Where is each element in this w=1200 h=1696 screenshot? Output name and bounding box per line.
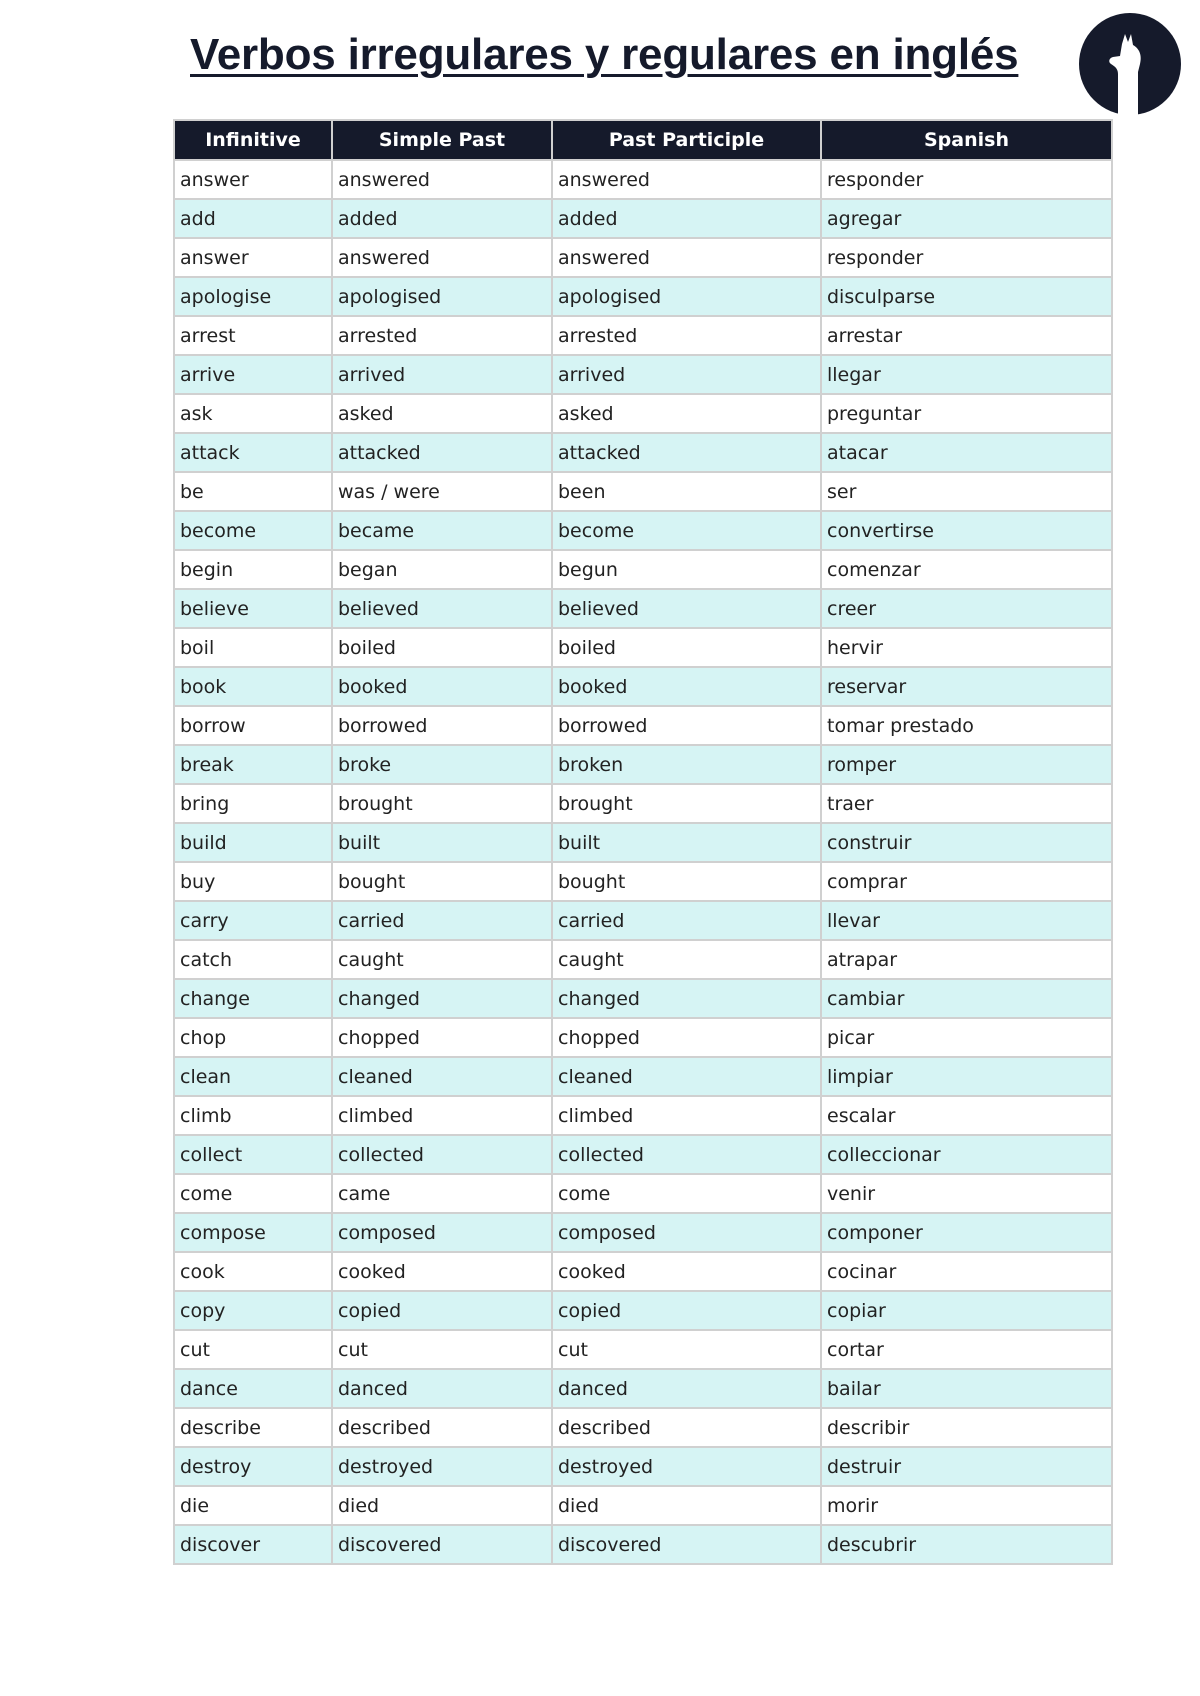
table-row	[174, 1330, 1112, 1369]
cell-spanish: llevar	[821, 901, 1112, 940]
cell-past-participle: cut	[552, 1330, 821, 1369]
table-row	[174, 1018, 1112, 1057]
cell-simple-past: climbed	[332, 1096, 552, 1135]
cell-spanish: creer	[821, 589, 1112, 628]
cell-past-participle: caught	[552, 940, 821, 979]
table-header-row	[174, 120, 1112, 160]
cell-spanish: hervir	[821, 628, 1112, 667]
table-row	[174, 1447, 1112, 1486]
cell-spanish: componer	[821, 1213, 1112, 1252]
header-infinitive: Infinitive	[174, 120, 332, 160]
cell-spanish: venir	[821, 1174, 1112, 1213]
cell-past-participle: apologised	[552, 277, 821, 316]
cell-simple-past: composed	[332, 1213, 552, 1252]
cell-spanish: responder	[821, 160, 1112, 199]
cell-simple-past: died	[332, 1486, 552, 1525]
table-row	[174, 745, 1112, 784]
table-row	[174, 1057, 1112, 1096]
cell-past-participle: built	[552, 823, 821, 862]
cell-infinitive: chop	[174, 1018, 332, 1057]
cell-past-participle: attacked	[552, 433, 821, 472]
cell-simple-past: arrested	[332, 316, 552, 355]
cell-spanish: tomar prestado	[821, 706, 1112, 745]
cell-spanish: ser	[821, 472, 1112, 511]
cell-past-participle: begun	[552, 550, 821, 589]
cell-spanish: describir	[821, 1408, 1112, 1447]
cell-spanish: romper	[821, 745, 1112, 784]
cell-spanish: copiar	[821, 1291, 1112, 1330]
table-row	[174, 1174, 1112, 1213]
cell-infinitive: begin	[174, 550, 332, 589]
cell-spanish: cortar	[821, 1330, 1112, 1369]
cell-past-participle: discovered	[552, 1525, 821, 1564]
cell-simple-past: destroyed	[332, 1447, 552, 1486]
cell-past-participle: carried	[552, 901, 821, 940]
cell-simple-past: collected	[332, 1135, 552, 1174]
cell-simple-past: believed	[332, 589, 552, 628]
table-row	[174, 1096, 1112, 1135]
cell-spanish: limpiar	[821, 1057, 1112, 1096]
cell-past-participle: boiled	[552, 628, 821, 667]
cell-infinitive: dance	[174, 1369, 332, 1408]
cell-spanish: llegar	[821, 355, 1112, 394]
cell-past-participle: believed	[552, 589, 821, 628]
cell-simple-past: became	[332, 511, 552, 550]
cell-infinitive: arrive	[174, 355, 332, 394]
cell-spanish: colleccionar	[821, 1135, 1112, 1174]
table-row	[174, 706, 1112, 745]
cell-simple-past: arrived	[332, 355, 552, 394]
cell-simple-past: was / were	[332, 472, 552, 511]
cell-past-participle: described	[552, 1408, 821, 1447]
cell-infinitive: arrest	[174, 316, 332, 355]
cell-past-participle: been	[552, 472, 821, 511]
cell-spanish: destruir	[821, 1447, 1112, 1486]
cell-infinitive: answer	[174, 160, 332, 199]
cell-past-participle: broken	[552, 745, 821, 784]
cell-spanish: reservar	[821, 667, 1112, 706]
cell-spanish: cocinar	[821, 1252, 1112, 1291]
cell-infinitive: describe	[174, 1408, 332, 1447]
header-past-participle: Past Participle	[552, 120, 821, 160]
cell-infinitive: die	[174, 1486, 332, 1525]
cell-past-participle: composed	[552, 1213, 821, 1252]
alpaca-logo-icon	[1078, 12, 1182, 116]
cell-infinitive: clean	[174, 1057, 332, 1096]
table-row	[174, 394, 1112, 433]
table-row	[174, 316, 1112, 355]
cell-infinitive: boil	[174, 628, 332, 667]
cell-simple-past: described	[332, 1408, 552, 1447]
cell-spanish: responder	[821, 238, 1112, 277]
cell-spanish: disculparse	[821, 277, 1112, 316]
cell-past-participle: bought	[552, 862, 821, 901]
cell-infinitive: answer	[174, 238, 332, 277]
table-row	[174, 589, 1112, 628]
cell-simple-past: caught	[332, 940, 552, 979]
cell-spanish: morir	[821, 1486, 1112, 1525]
table-row	[174, 1291, 1112, 1330]
cell-past-participle: copied	[552, 1291, 821, 1330]
cell-infinitive: attack	[174, 433, 332, 472]
cell-simple-past: changed	[332, 979, 552, 1018]
cell-simple-past: asked	[332, 394, 552, 433]
cell-simple-past: answered	[332, 160, 552, 199]
cell-simple-past: carried	[332, 901, 552, 940]
cell-spanish: comprar	[821, 862, 1112, 901]
cell-simple-past: cut	[332, 1330, 552, 1369]
table-row	[174, 1369, 1112, 1408]
table-row	[174, 628, 1112, 667]
cell-simple-past: came	[332, 1174, 552, 1213]
cell-infinitive: copy	[174, 1291, 332, 1330]
cell-spanish: agregar	[821, 199, 1112, 238]
table-row	[174, 199, 1112, 238]
cell-past-participle: asked	[552, 394, 821, 433]
cell-spanish: arrestar	[821, 316, 1112, 355]
cell-simple-past: danced	[332, 1369, 552, 1408]
table-row	[174, 1213, 1112, 1252]
cell-infinitive: ask	[174, 394, 332, 433]
cell-simple-past: copied	[332, 1291, 552, 1330]
cell-simple-past: apologised	[332, 277, 552, 316]
table-row	[174, 355, 1112, 394]
cell-past-participle: cleaned	[552, 1057, 821, 1096]
table-row	[174, 940, 1112, 979]
cell-infinitive: come	[174, 1174, 332, 1213]
cell-infinitive: believe	[174, 589, 332, 628]
cell-simple-past: cooked	[332, 1252, 552, 1291]
table-body	[174, 160, 1112, 1564]
table-row	[174, 433, 1112, 472]
verb-table	[173, 119, 1113, 1565]
cell-past-participle: answered	[552, 238, 821, 277]
cell-past-participle: arrived	[552, 355, 821, 394]
cell-spanish: traer	[821, 784, 1112, 823]
cell-simple-past: answered	[332, 238, 552, 277]
cell-infinitive: catch	[174, 940, 332, 979]
cell-infinitive: discover	[174, 1525, 332, 1564]
table-row	[174, 1486, 1112, 1525]
cell-infinitive: destroy	[174, 1447, 332, 1486]
cell-spanish: convertirse	[821, 511, 1112, 550]
cell-past-participle: chopped	[552, 1018, 821, 1057]
cell-infinitive: buy	[174, 862, 332, 901]
cell-past-participle: collected	[552, 1135, 821, 1174]
cell-infinitive: build	[174, 823, 332, 862]
cell-simple-past: added	[332, 199, 552, 238]
cell-past-participle: destroyed	[552, 1447, 821, 1486]
cell-past-participle: arrested	[552, 316, 821, 355]
table-row	[174, 667, 1112, 706]
cell-past-participle: climbed	[552, 1096, 821, 1135]
table-row	[174, 277, 1112, 316]
cell-simple-past: boiled	[332, 628, 552, 667]
table-row	[174, 901, 1112, 940]
cell-infinitive: change	[174, 979, 332, 1018]
cell-infinitive: cut	[174, 1330, 332, 1369]
cell-simple-past: began	[332, 550, 552, 589]
header-simple-past: Simple Past	[332, 120, 552, 160]
table-row	[174, 1525, 1112, 1564]
cell-spanish: escalar	[821, 1096, 1112, 1135]
cell-past-participle: cooked	[552, 1252, 821, 1291]
cell-infinitive: break	[174, 745, 332, 784]
cell-past-participle: brought	[552, 784, 821, 823]
page-title: Verbos irregulares y regulares en inglés	[190, 30, 1019, 79]
cell-infinitive: become	[174, 511, 332, 550]
cell-past-participle: booked	[552, 667, 821, 706]
cell-spanish: picar	[821, 1018, 1112, 1057]
cell-past-participle: come	[552, 1174, 821, 1213]
table-row	[174, 160, 1112, 199]
cell-past-participle: danced	[552, 1369, 821, 1408]
cell-infinitive: carry	[174, 901, 332, 940]
cell-infinitive: be	[174, 472, 332, 511]
header-spanish: Spanish	[821, 120, 1112, 160]
cell-simple-past: booked	[332, 667, 552, 706]
cell-simple-past: cleaned	[332, 1057, 552, 1096]
cell-simple-past: chopped	[332, 1018, 552, 1057]
cell-simple-past: discovered	[332, 1525, 552, 1564]
table-row	[174, 979, 1112, 1018]
cell-past-participle: become	[552, 511, 821, 550]
cell-simple-past: brought	[332, 784, 552, 823]
cell-spanish: cambiar	[821, 979, 1112, 1018]
cell-simple-past: borrowed	[332, 706, 552, 745]
cell-past-participle: added	[552, 199, 821, 238]
cell-infinitive: compose	[174, 1213, 332, 1252]
cell-spanish: atrapar	[821, 940, 1112, 979]
cell-infinitive: cook	[174, 1252, 332, 1291]
cell-infinitive: apologise	[174, 277, 332, 316]
cell-infinitive: book	[174, 667, 332, 706]
cell-past-participle: answered	[552, 160, 821, 199]
table-row	[174, 862, 1112, 901]
table-row	[174, 1135, 1112, 1174]
table-row	[174, 511, 1112, 550]
cell-simple-past: attacked	[332, 433, 552, 472]
table-row	[174, 550, 1112, 589]
cell-past-participle: died	[552, 1486, 821, 1525]
cell-infinitive: bring	[174, 784, 332, 823]
table-row	[174, 238, 1112, 277]
cell-infinitive: borrow	[174, 706, 332, 745]
cell-spanish: bailar	[821, 1369, 1112, 1408]
cell-spanish: comenzar	[821, 550, 1112, 589]
table-row	[174, 472, 1112, 511]
cell-past-participle: borrowed	[552, 706, 821, 745]
cell-spanish: atacar	[821, 433, 1112, 472]
table-row	[174, 823, 1112, 862]
cell-simple-past: broke	[332, 745, 552, 784]
cell-infinitive: collect	[174, 1135, 332, 1174]
cell-spanish: preguntar	[821, 394, 1112, 433]
table-row	[174, 784, 1112, 823]
cell-infinitive: climb	[174, 1096, 332, 1135]
cell-infinitive: add	[174, 199, 332, 238]
cell-spanish: construir	[821, 823, 1112, 862]
cell-past-participle: changed	[552, 979, 821, 1018]
table-row	[174, 1408, 1112, 1447]
table-row	[174, 1252, 1112, 1291]
cell-simple-past: built	[332, 823, 552, 862]
cell-simple-past: bought	[332, 862, 552, 901]
cell-spanish: descubrir	[821, 1525, 1112, 1564]
